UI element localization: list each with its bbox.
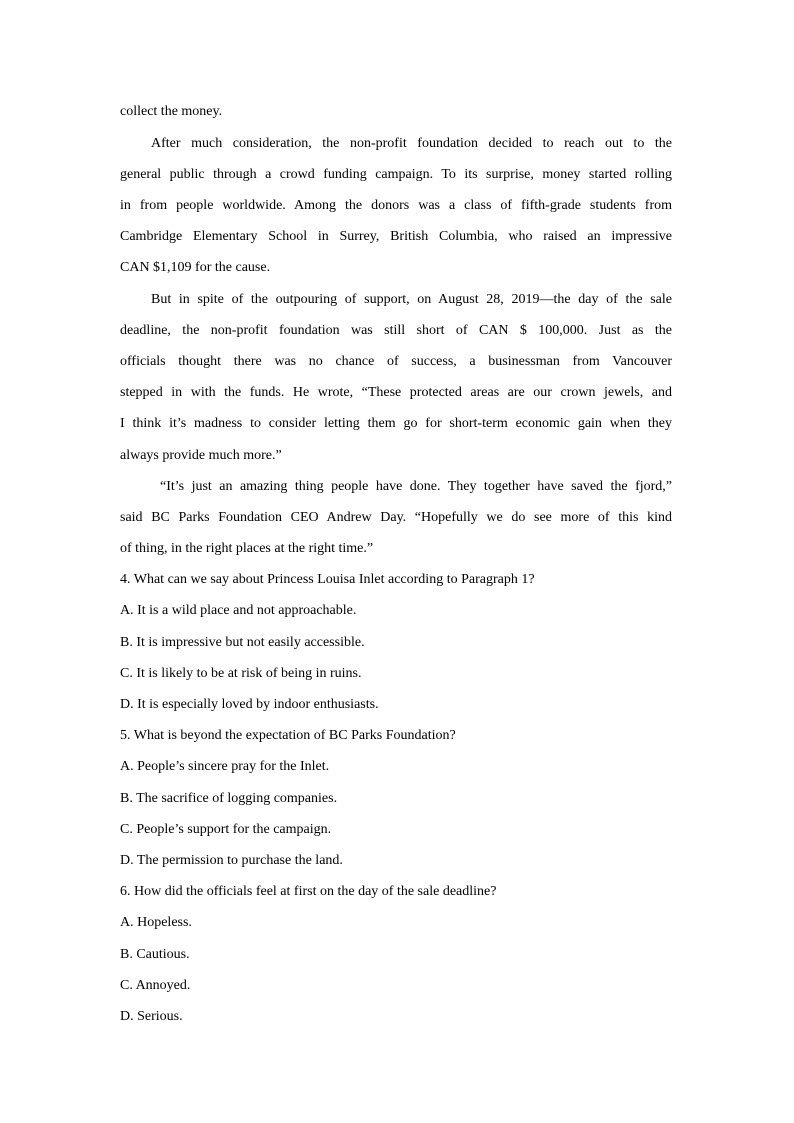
answer-option: D. The permission to purchase the land. (120, 853, 343, 868)
paragraph-line: CAN $1,109 for the cause. (120, 260, 271, 275)
paragraph-line: Cambridge Elementary School in Surrey, British Columbia, who raised an impressive (120, 229, 672, 244)
question-stem: 5. What is beyond the expectation of BC Parks Foundation? (120, 728, 456, 743)
question-stem: 4. What can we say about Princess Louisa Inlet according to Paragraph 1? (120, 572, 535, 587)
answer-option: B. It is impressive but not easily accessible. (120, 635, 365, 650)
paragraph-line: But in spite of the outpouring of support, on August 28, 2019—the day of the sale (151, 292, 672, 307)
answer-option: A. It is a wild place and not approachable. (120, 603, 357, 618)
paragraph-line: After much consideration, the non-profit foundation decided to reach out to the (151, 136, 672, 151)
paragraph-line: always provide much more.” (120, 448, 282, 463)
paragraph-line: collect the money. (120, 104, 223, 119)
answer-option: D. Serious. (120, 1009, 183, 1024)
paragraph-line: said BC Parks Foundation CEO Andrew Day. “Hopefully we do see more of this kind (120, 510, 672, 525)
paragraph-line: deadline, the non-profit foundation was still short of CAN $ 100,000. Just as the (120, 323, 672, 338)
paragraph-line: general public through a crowd funding campaign. To its surprise, money started rolling (120, 167, 672, 182)
question-stem: 6. How did the officials feel at first on the day of the sale deadline? (120, 884, 497, 899)
answer-option: C. Annoyed. (120, 978, 191, 993)
answer-option: B. Cautious. (120, 947, 190, 962)
answer-option: A. People’s sincere pray for the Inlet. (120, 759, 330, 774)
paragraph-line: in from people worldwide. Among the donors was a class of fifth-grade students from (120, 198, 672, 213)
answer-option: D. It is especially loved by indoor enthusiasts. (120, 697, 379, 712)
paragraph-line: of thing, in the right places at the right time.” (120, 541, 374, 556)
answer-option: C. It is likely to be at risk of being in ruins. (120, 666, 362, 681)
paragraph-line: “It’s just an amazing thing people have done. They together have saved the fjord,” (160, 479, 672, 494)
paragraph-line: stepped in with the funds. He wrote, “These protected areas are our crown jewels, and (120, 385, 672, 400)
answer-option: A. Hopeless. (120, 915, 192, 930)
paragraph-line: officials thought there was no chance of success, a businessman from Vancouver (120, 354, 672, 369)
answer-option: C. People’s support for the campaign. (120, 822, 332, 837)
answer-option: B. The sacrifice of logging companies. (120, 791, 338, 806)
paragraph-line: I think it’s madness to consider letting them go for short-term economic gain when they (120, 416, 672, 431)
